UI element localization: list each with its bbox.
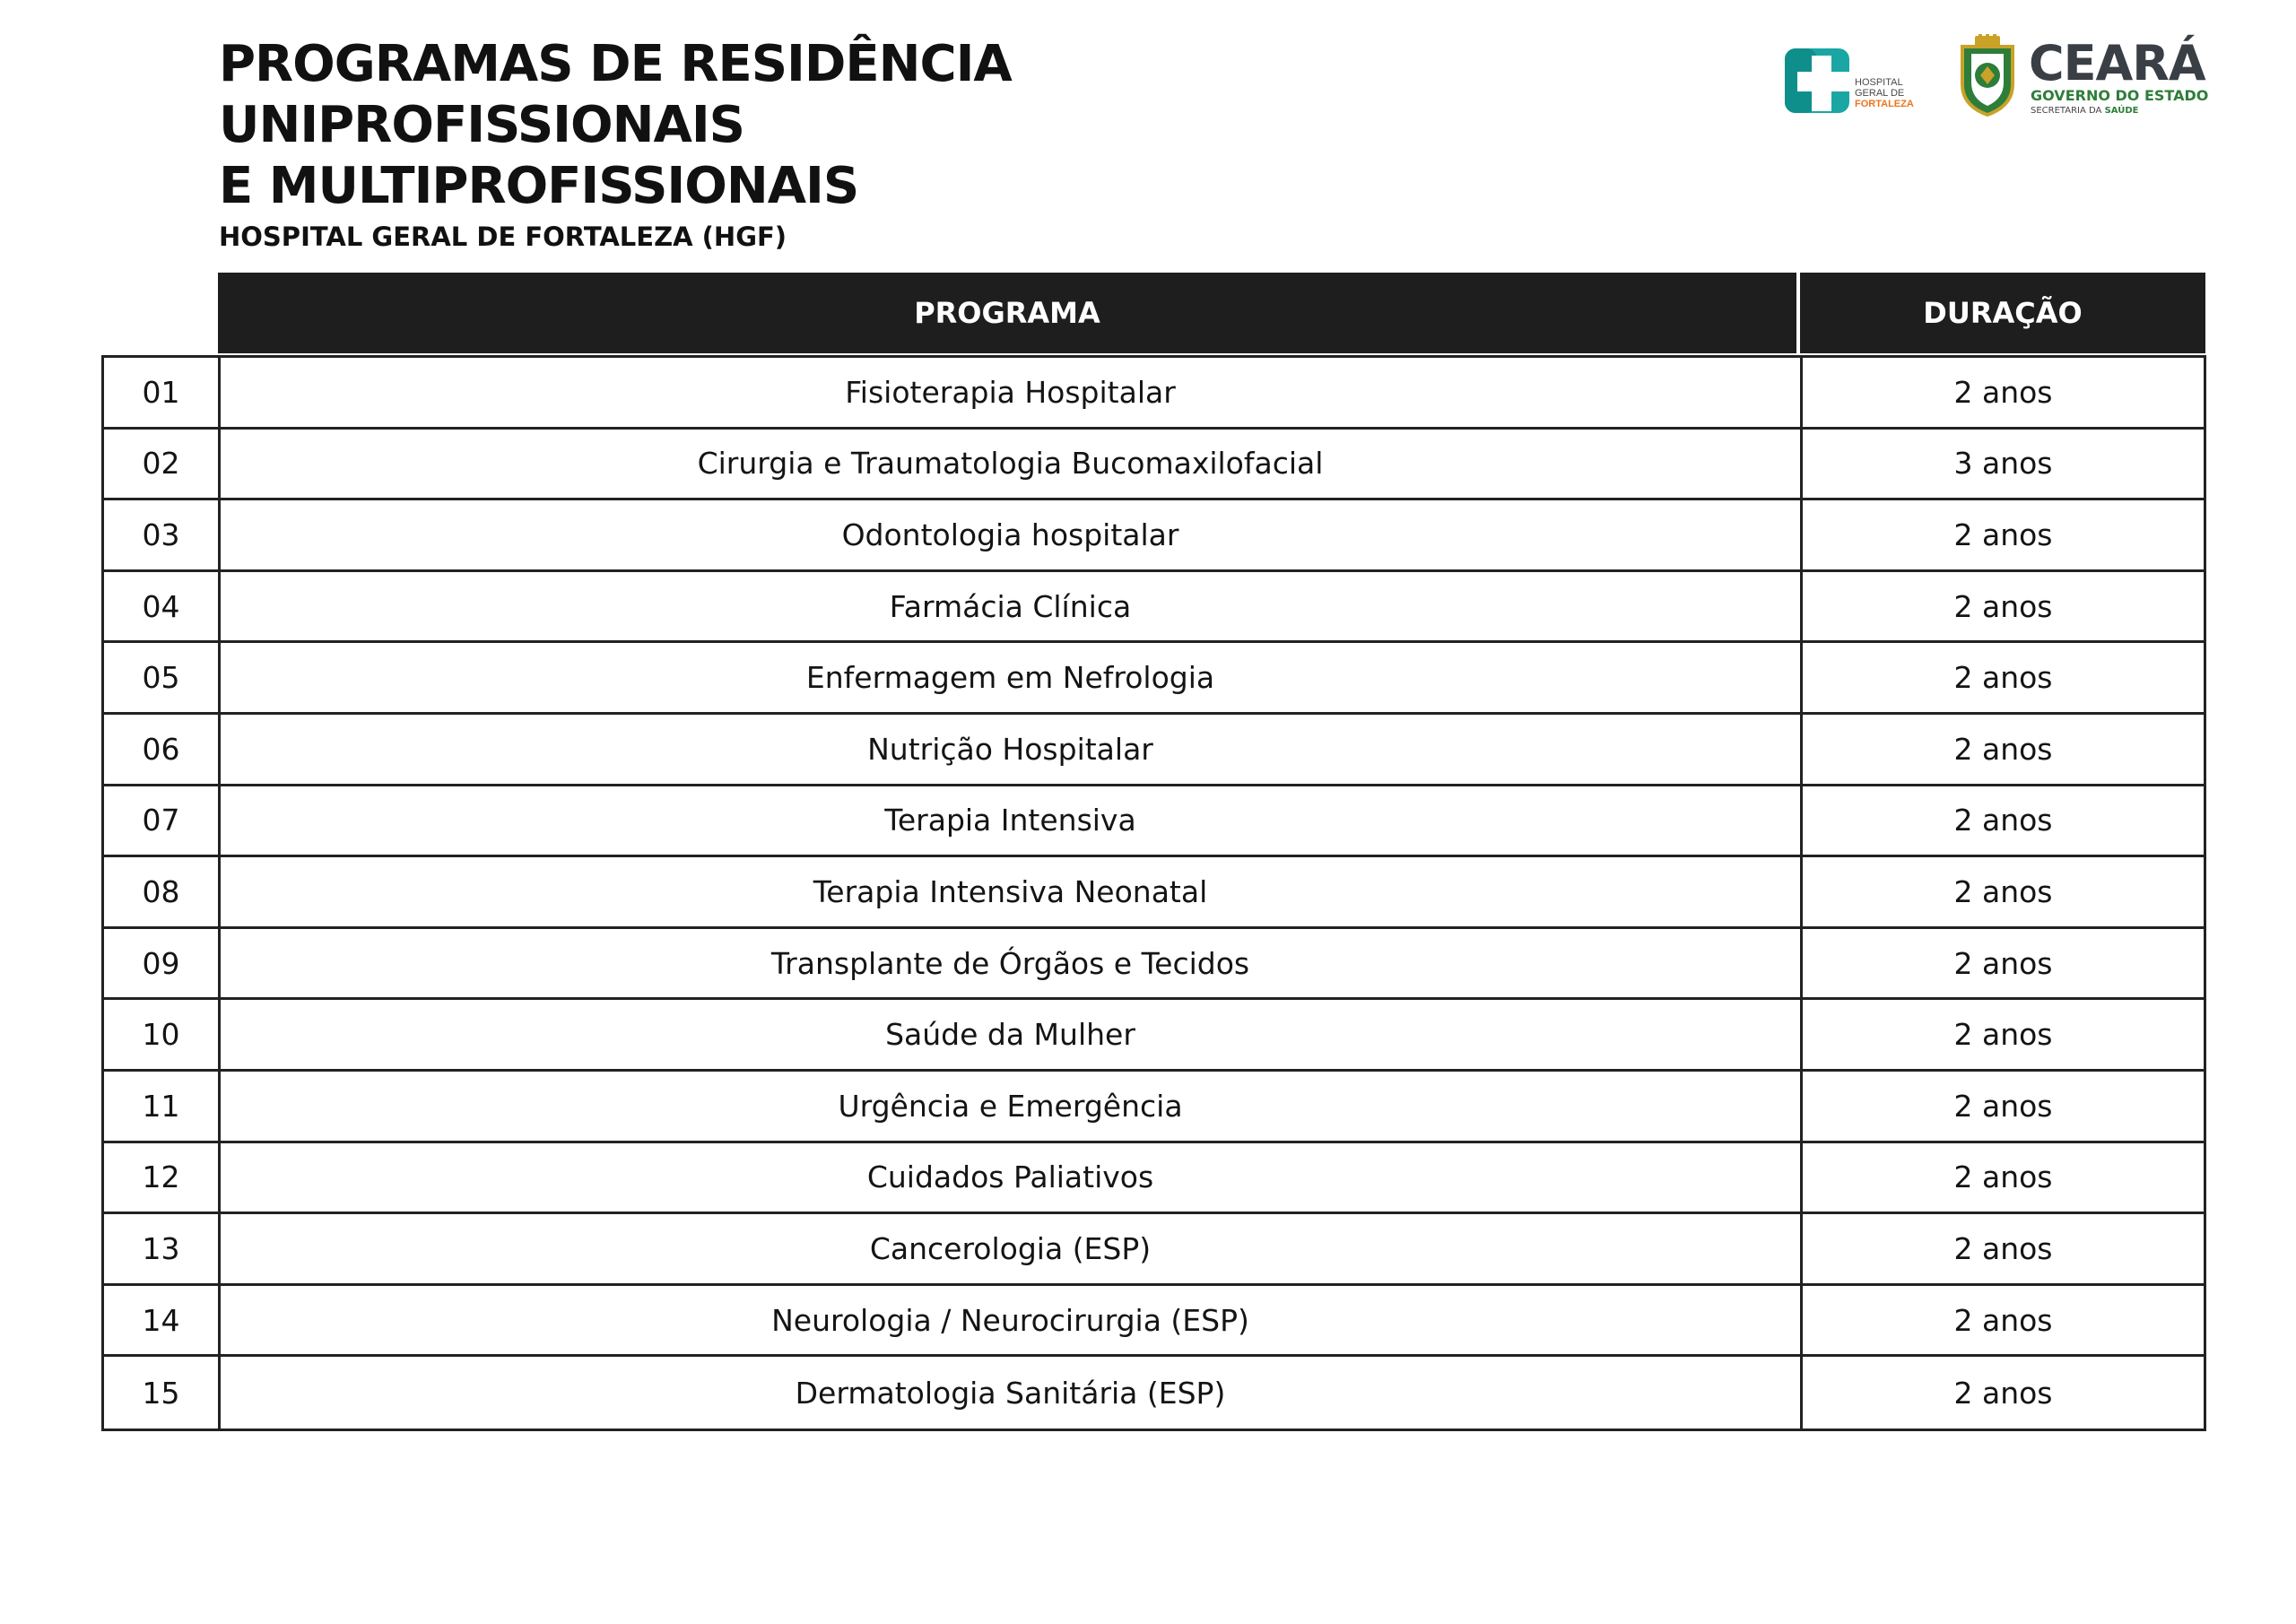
column-header-duration: DURAÇÃO — [1923, 296, 2083, 330]
table-row — [104, 358, 2204, 430]
page-title-line-2: UNIPROFISSIONAIS — [219, 96, 744, 154]
table-row — [104, 572, 2204, 644]
table-row — [104, 430, 2204, 501]
ceara-logo-government: GOVERNO DO ESTADO — [2031, 87, 2209, 104]
table-row — [104, 643, 2204, 715]
row-number: 09 — [104, 929, 221, 998]
program-name: Odontologia hospitalar — [221, 500, 1803, 569]
program-name: Dermatologia Sanitária (ESP) — [221, 1357, 1803, 1429]
table-row — [104, 857, 2204, 929]
program-name: Cirurgia e Traumatologia Bucomaxilofacial — [221, 430, 1803, 499]
program-duration: 2 anos — [1953, 1230, 2053, 1266]
program-table — [101, 355, 2206, 1431]
table-row — [104, 1143, 2204, 1215]
table-row — [104, 786, 2204, 858]
hgf-logo-line-3: FORTALEZA — [1855, 99, 1914, 109]
ceara-secretaria-prefix: SECRETARIA DA — [2031, 106, 2105, 116]
row-number: 05 — [104, 643, 221, 712]
program-duration: 2 anos — [1953, 1375, 2053, 1411]
row-number: 10 — [104, 1000, 221, 1069]
program-name: Nutrição Hospitalar — [221, 715, 1803, 784]
program-name: Terapia Intensiva Neonatal — [221, 857, 1803, 926]
program-duration: 2 anos — [1953, 873, 2053, 909]
program-duration: 2 anos — [1953, 374, 2053, 410]
row-number: 13 — [104, 1214, 221, 1283]
row-number: 02 — [104, 430, 221, 499]
table-row — [104, 500, 2204, 572]
hgf-logo — [1785, 47, 1928, 118]
program-duration: 2 anos — [1953, 803, 2053, 838]
column-header-program: PROGRAMA — [218, 273, 1800, 353]
row-number: 04 — [104, 572, 221, 641]
program-name: Terapia Intensiva — [221, 786, 1803, 855]
row-number: 07 — [104, 786, 221, 855]
program-duration: 2 anos — [1953, 1088, 2053, 1124]
row-number: 01 — [104, 358, 221, 427]
document-header — [219, 34, 1012, 253]
ceara-logo — [1955, 34, 2209, 124]
table-row — [104, 1072, 2204, 1143]
program-duration: 2 anos — [1953, 1159, 2053, 1195]
table-row — [104, 715, 2204, 786]
row-number: 03 — [104, 500, 221, 569]
table-row — [104, 1286, 2204, 1358]
program-name: Transplante de Órgãos e Tecidos — [221, 929, 1803, 998]
program-duration: 2 anos — [1953, 1017, 2053, 1053]
table-row — [104, 929, 2204, 1001]
page-subtitle: HOSPITAL GERAL DE FORTALEZA (HGF) — [219, 221, 787, 252]
program-duration: 2 anos — [1953, 1302, 2053, 1338]
program-duration: 2 anos — [1953, 731, 2053, 767]
page-title-line-1: PROGRAMAS DE RESIDÊNCIA — [219, 35, 1012, 93]
program-name: Urgência e Emergência — [221, 1072, 1803, 1141]
ceara-secretaria-saude: SAÚDE — [2104, 106, 2139, 116]
ceara-logo-secretaria — [2031, 106, 2138, 117]
table-row — [104, 1214, 2204, 1286]
row-number: 14 — [104, 1286, 221, 1355]
program-duration: 2 anos — [1953, 945, 2053, 981]
program-duration: 2 anos — [1953, 660, 2053, 696]
state-coat-of-arms-icon — [1955, 34, 2020, 117]
row-number: 06 — [104, 715, 221, 784]
hgf-logo-text — [1855, 77, 1914, 109]
row-number: 15 — [104, 1357, 221, 1429]
ceara-logo-name: CEARÁ — [2029, 35, 2205, 91]
hospital-cross-icon — [1785, 47, 1853, 115]
table-row — [104, 1000, 2204, 1072]
hgf-logo-line-1: HOSPITAL — [1855, 77, 1903, 88]
hgf-logo-line-2: GERAL DE — [1855, 88, 1905, 99]
table-row — [104, 1357, 2204, 1429]
program-duration: 2 anos — [1953, 588, 2053, 624]
program-duration: 2 anos — [1953, 517, 2053, 552]
program-name: Enfermagem em Nefrologia — [221, 643, 1803, 712]
row-number: 08 — [104, 857, 221, 926]
page-title-line-3: E MULTIPROFISSIONAIS — [219, 157, 859, 215]
program-duration: 3 anos — [1953, 446, 2053, 482]
program-name: Cancerologia (ESP) — [221, 1214, 1803, 1283]
program-name: Fisioterapia Hospitalar — [221, 358, 1803, 427]
program-name: Farmácia Clínica — [221, 572, 1803, 641]
row-number: 12 — [104, 1143, 221, 1212]
program-name: Neurologia / Neurocirurgia (ESP) — [221, 1286, 1803, 1355]
program-name: Cuidados Paliativos — [221, 1143, 1803, 1212]
program-name: Saúde da Mulher — [221, 1000, 1803, 1069]
row-number: 11 — [104, 1072, 221, 1141]
table-header — [218, 273, 2205, 353]
